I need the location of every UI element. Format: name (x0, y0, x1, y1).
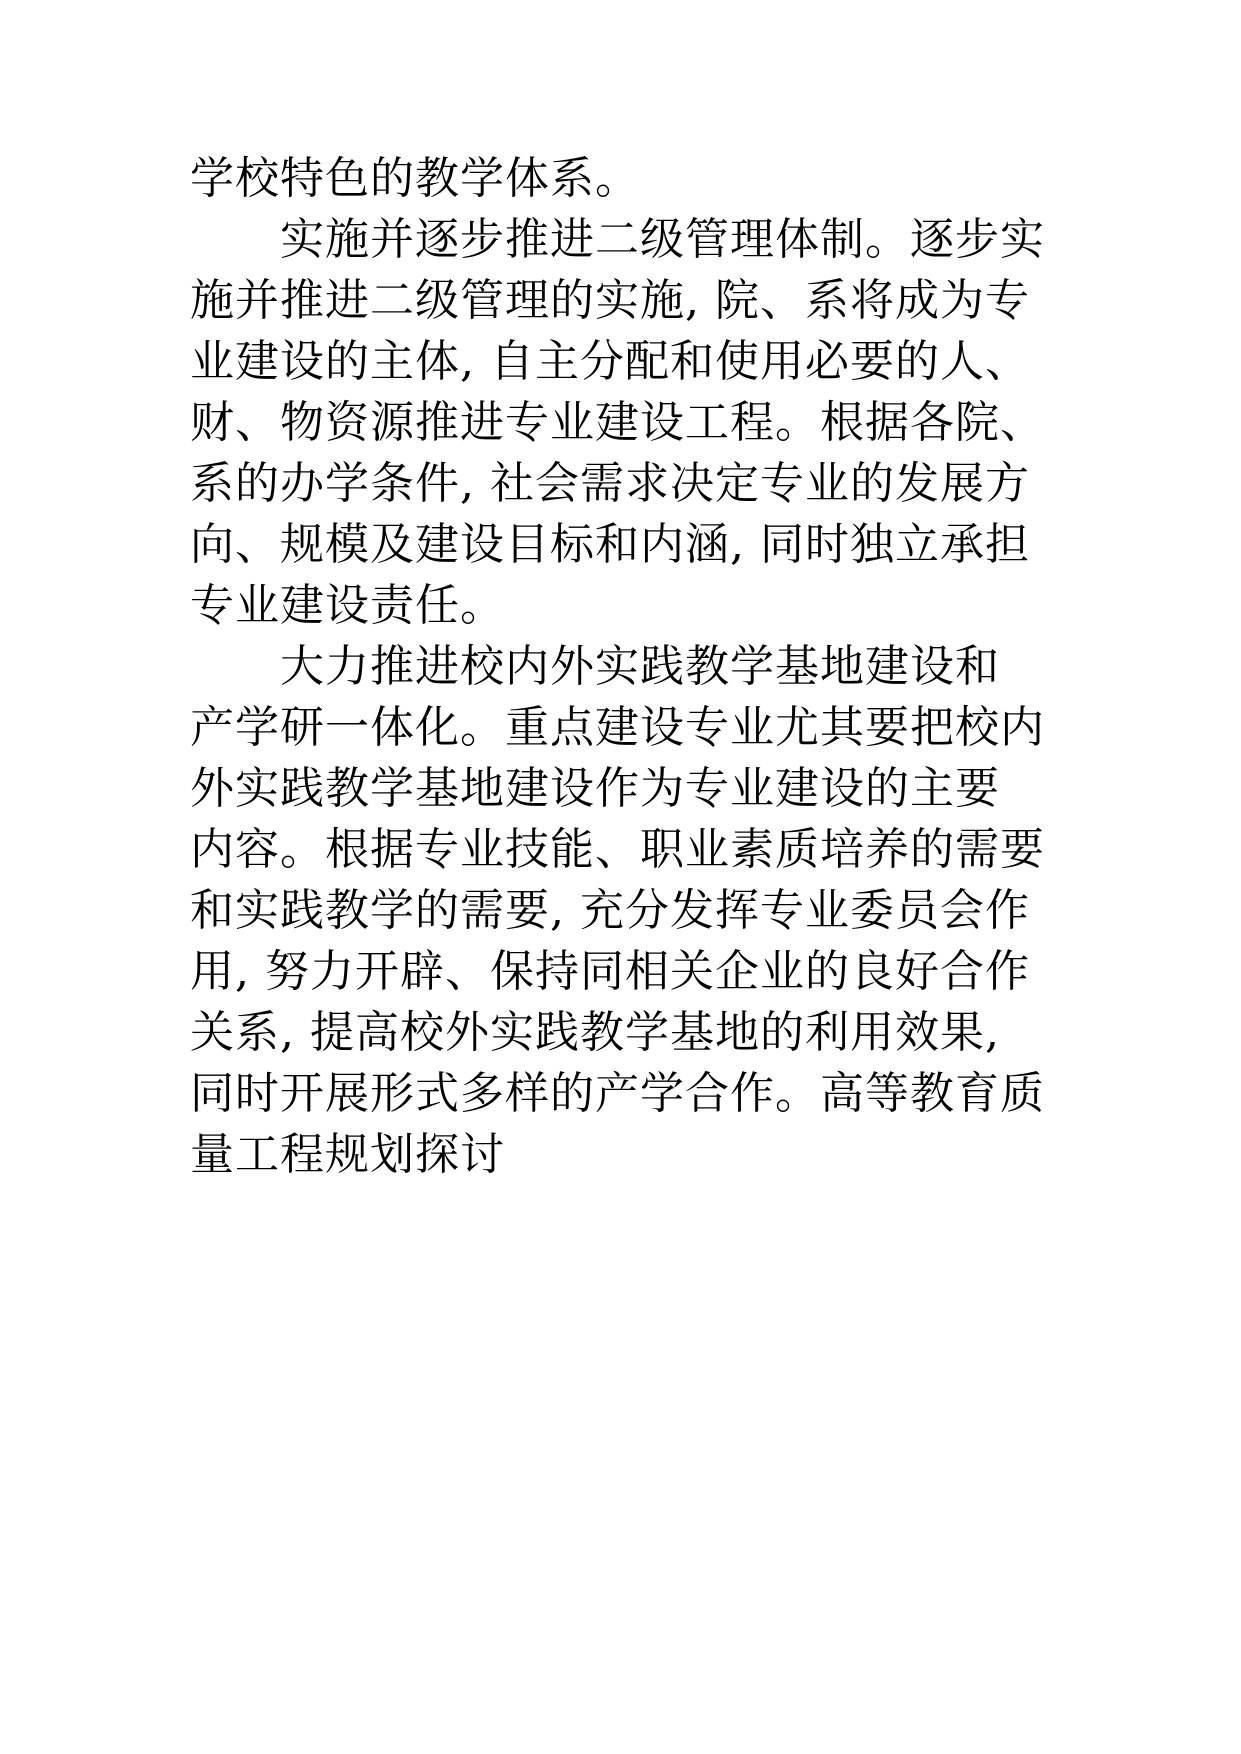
text-line: 用, 努力开辟、保持同相关企业的良好合作 (190, 946, 1030, 997)
text-line: 外实践教学基地建设作为专业建设的主要 (190, 763, 1000, 814)
text-line: 财、物资源推进专业建设工程。根据各院、 (190, 397, 1045, 448)
text-line: 和实践教学的需要, 充分发挥专业委员会作 (190, 885, 1030, 936)
text-line: 内容。根据专业技能、职业素质培养的需要 (190, 824, 1045, 875)
text-line: 向、规模及建设目标和内涵, 同时独立承担 (190, 519, 1030, 570)
text-line: 同时开展形式多样的产学合作。高等教育质 (190, 1068, 1045, 1119)
text-line: 系的办学条件, 社会需求决定专业的发展方 (190, 458, 1030, 509)
text-line: 学校特色的教学体系。 (190, 153, 640, 204)
text-line: 业建设的主体, 自主分配和使用必要的人、 (190, 336, 1030, 387)
paragraph-start-line: 大力推进校内外实践教学基地建设和 (280, 641, 1000, 692)
text-line: 施并推进二级管理的实施, 院、系将成为专 (190, 275, 1030, 326)
paragraph-start-line: 实施并逐步推进二级管理体制。逐步实 (280, 214, 1045, 265)
text-line: 专业建设责任。 (190, 580, 505, 631)
text-line: 关系, 提高校外实践教学基地的利用效果, (190, 1007, 1000, 1058)
text-line: 量工程规划探讨 (190, 1129, 505, 1180)
body-text (190, 148, 1090, 1185)
text-line: 产学研一体化。重点建设专业尤其要把校内 (190, 702, 1045, 753)
